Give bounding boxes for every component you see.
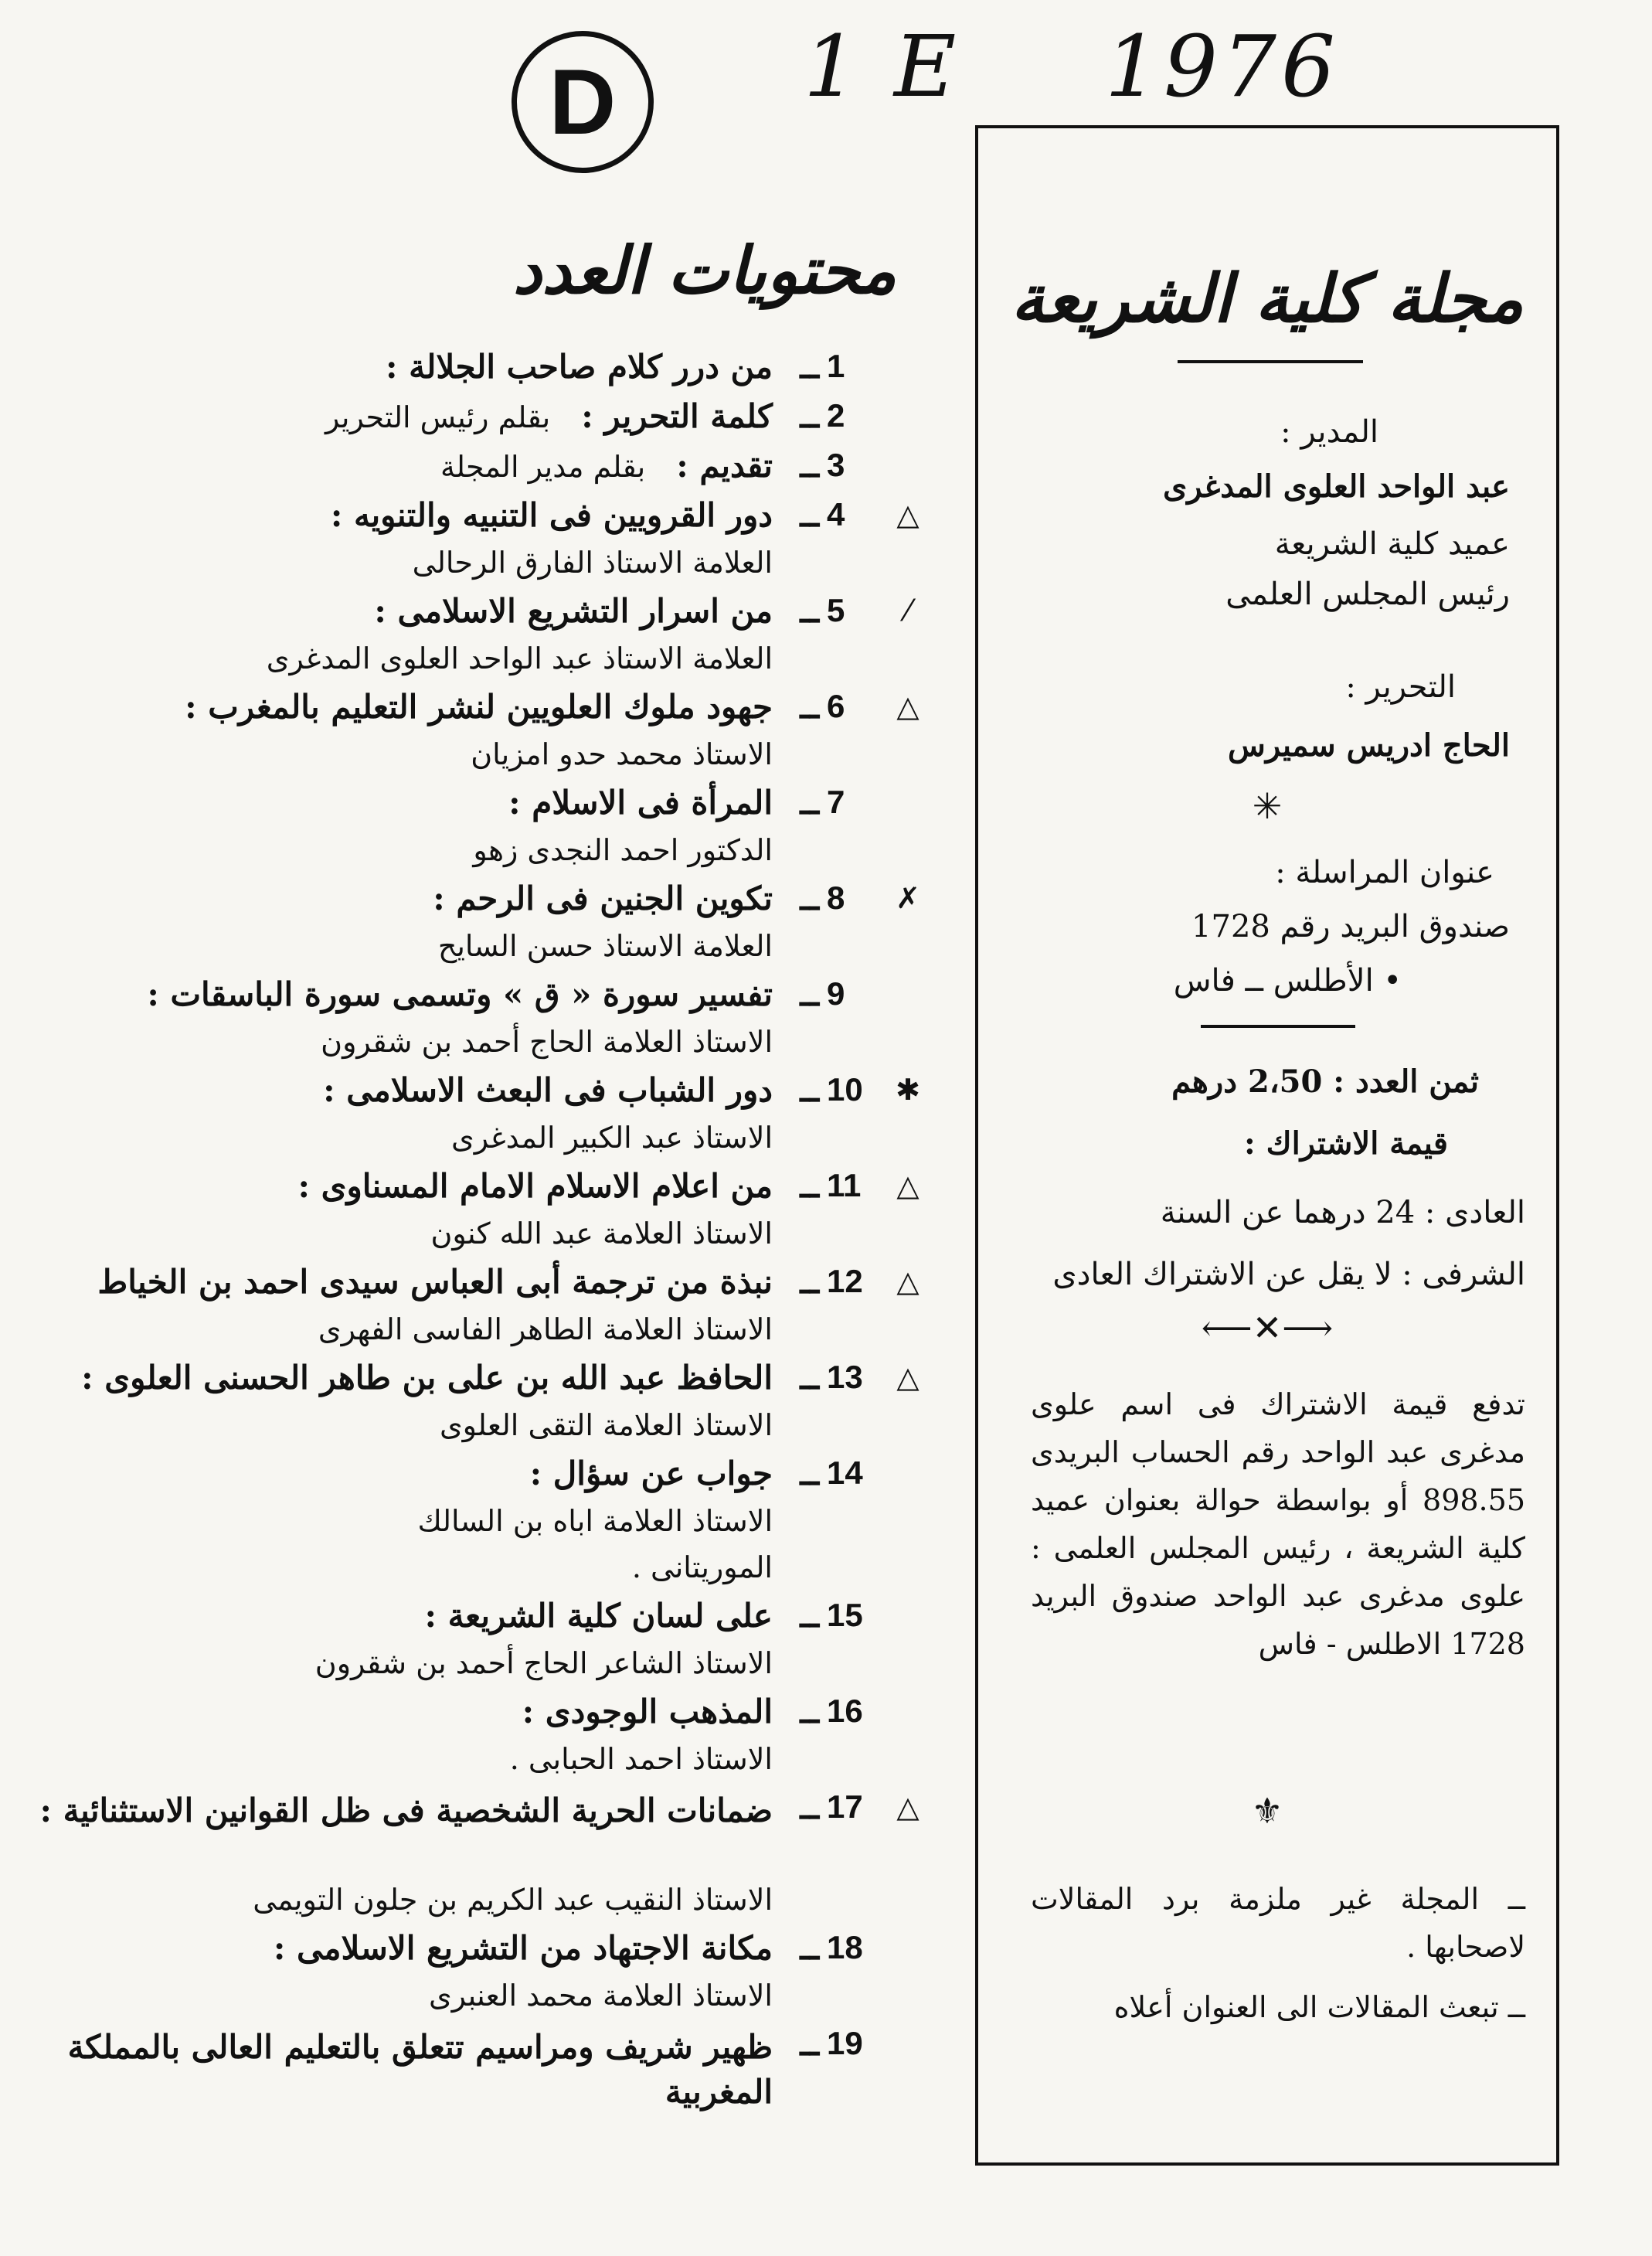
- toc-author-line: [31, 1504, 927, 1550]
- toc-title-text: نبذة من ترجمة أبى العباس سيدى احمد بن الخياط: [97, 1263, 773, 1301]
- toc-author: الدكتور احمد النجدى زهو: [473, 833, 773, 867]
- toc-entry: [31, 447, 927, 496]
- toc-entry-head: [31, 1263, 927, 1312]
- toc-number: 19: [827, 2025, 863, 2061]
- margin-mark-icon: ✱: [896, 1073, 920, 1107]
- toc-entry-head: [31, 688, 927, 737]
- toc-title-text: من درر كلام صاحب الجلالة :: [385, 348, 773, 386]
- toc-entry: [31, 1597, 927, 1693]
- toc-dash: ــ: [800, 496, 819, 534]
- subscription-label: قيمة الاشتراك :: [1243, 1125, 1448, 1162]
- toc-entry-head: [31, 1455, 927, 1504]
- toc-entry-head: [31, 975, 927, 1025]
- subscription-regular: العادى : 24 درهما عن السنة: [1160, 1195, 1525, 1230]
- toc-dash: ــ: [800, 975, 819, 1013]
- toc-author-line: [31, 737, 927, 784]
- toc-title-text: تكوين الجنين فى الرحم :: [433, 880, 773, 917]
- toc-dash: ــ: [800, 1167, 819, 1205]
- toc-number: 4: [827, 496, 845, 533]
- toc-author: الاستاذ العلامة محمد العنبرى: [428, 1979, 773, 2013]
- toc-entry: [31, 348, 927, 397]
- toc-author-line: [31, 1025, 927, 1071]
- toc-title-text: من اسرار التشريع الاسلامى :: [374, 592, 773, 630]
- toc-title: [433, 880, 773, 917]
- toc-dash: ــ: [800, 1455, 819, 1492]
- star-ornament: ✳: [1252, 785, 1283, 827]
- toc-entry: [31, 1071, 927, 1167]
- director-label: المدير :: [1280, 414, 1378, 450]
- toc-number: 1: [827, 348, 845, 384]
- toc-number: 7: [827, 784, 845, 820]
- toc-title: [374, 592, 773, 630]
- toc-dash: ــ: [800, 1071, 819, 1109]
- toc-author: العلامة الاستاذ حسن السايح: [437, 929, 773, 963]
- toc-author: الاستاذ احمد الحبابى .: [509, 1742, 773, 1776]
- divider: [1178, 360, 1363, 363]
- toc-entry: [31, 784, 927, 880]
- toc-dash: ــ: [800, 1263, 819, 1301]
- toc-author-line: [31, 546, 927, 592]
- toc-entry-head: [31, 1693, 927, 1742]
- toc-number: 6: [827, 688, 845, 724]
- toc-title-text: على لسان كلية الشريعة :: [424, 1597, 773, 1635]
- toc-title-text: تفسير سورة « ق » وتسمى سورة الباسقات :: [147, 975, 773, 1013]
- contents-heading: محتويات العدد: [512, 232, 896, 308]
- toc-title-text: جهود ملوك العلويين لنشر التعليم بالمغرب :: [185, 688, 773, 726]
- toc-author-line: [31, 1216, 927, 1263]
- toc-entry-head: [31, 1167, 927, 1216]
- toc-entry-head: [31, 2025, 927, 2119]
- toc-byline: بقلم مدير المجلة: [440, 450, 646, 484]
- toc-dash: ــ: [800, 348, 819, 386]
- toc-author-line: [31, 1883, 927, 1929]
- toc-number: 15: [827, 1597, 863, 1633]
- toc-author: الاستاذ النقيب عبد الكريم بن جلون التويمى: [253, 1883, 773, 1917]
- margin-mark-icon: △: [896, 1169, 919, 1203]
- toc-title-text: جواب عن سؤال :: [529, 1455, 773, 1492]
- note-articles-not-returned: ــ المجلة غير ملزمة برد المقالات لاصحابها .: [1031, 1882, 1525, 1964]
- toc-title-text: دور الشباب فى البعث الاسلامى :: [323, 1071, 773, 1109]
- toc-list: [31, 348, 927, 2119]
- toc-entry-head: [31, 496, 927, 546]
- toc-title-text: الحافظ عبد الله بن على بن طاهر الحسنى العلوى :: [81, 1359, 773, 1397]
- toc-title: [274, 1929, 773, 1967]
- toc-title: [325, 397, 773, 435]
- toc-entry: [31, 1929, 927, 2025]
- director-name: عبد الواحد العلوى المدغرى: [1162, 468, 1510, 505]
- toc-author: الاستاذ العلامة الطاهر الفاسى الفهرى: [318, 1312, 773, 1346]
- toc-author-line: [31, 641, 927, 688]
- toc-dash: ــ: [800, 784, 819, 822]
- toc-entry: [31, 880, 927, 975]
- toc-author: الاستاذ العلامة الحاج أحمد بن شقرون: [321, 1025, 773, 1059]
- toc-entry: [31, 1788, 927, 1929]
- toc-entry: [31, 496, 927, 592]
- toc-number: 18: [827, 1929, 863, 1965]
- toc-title-text: المرأة فى الاسلام :: [508, 784, 773, 822]
- toc-dash: ــ: [800, 880, 819, 917]
- toc-author: الاستاذ العلامة التقى العلوى: [439, 1408, 773, 1442]
- toc-byline: بقلم رئيس التحرير: [325, 400, 551, 434]
- toc-entry-head: [31, 348, 927, 397]
- toc-author-line: [31, 929, 927, 975]
- toc-title: [31, 1788, 773, 1833]
- toc-author-line: [31, 1646, 927, 1693]
- toc-dash: ــ: [800, 1693, 819, 1730]
- toc-entry: [31, 1263, 927, 1359]
- toc-number: 12: [827, 1263, 863, 1299]
- toc-author-line: [31, 1121, 927, 1167]
- toc-title-text: مكانة الاجتهاد من التشريع الاسلامى :: [273, 1929, 773, 1967]
- toc-dash: ــ: [800, 1359, 819, 1397]
- toc-title-text: من اعلام الاسلام الامام المسناوى :: [297, 1167, 773, 1205]
- toc-author-line: [31, 1550, 927, 1597]
- toc-entry: [31, 1693, 927, 1788]
- toc-author-line: [31, 1312, 927, 1359]
- toc-entry-head: [31, 784, 927, 833]
- toc-author: الاستاذ محمد حدو امزيان: [471, 737, 773, 771]
- margin-mark-icon: ⁄: [905, 594, 911, 628]
- margin-mark-icon: △: [896, 689, 919, 723]
- toc-title: [331, 496, 773, 534]
- toc-author-line: [31, 833, 927, 880]
- toc-author-line: [31, 1979, 927, 2025]
- toc-title-text: كلمة التحرير :: [581, 397, 773, 435]
- toc-title: [522, 1693, 773, 1730]
- divider: [1201, 1025, 1355, 1028]
- toc-number: 16: [827, 1693, 863, 1729]
- subscription-honorary: الشرفى : لا يقل عن الاشتراك العادى: [1052, 1257, 1525, 1292]
- toc-author: الموريتانى .: [631, 1550, 773, 1584]
- stamp-d: [512, 31, 654, 173]
- director-role-council: رئيس المجلس العلمى: [1225, 577, 1510, 612]
- toc-author-line: [31, 1408, 927, 1455]
- toc-entry: [31, 2025, 927, 2119]
- toc-title: [81, 1359, 773, 1397]
- address-po-box: صندوق البريد رقم 1728: [1191, 909, 1510, 944]
- toc-number: 8: [827, 880, 845, 916]
- toc-dash: ــ: [800, 1788, 819, 1826]
- toc-entry: [31, 1455, 927, 1597]
- margin-mark-icon: △: [896, 498, 919, 532]
- toc-number: 14: [827, 1455, 863, 1491]
- payment-instructions: تدفع قيمة الاشتراك فى اسم علوى مدغرى عبد الواحد رقم الحساب البريدى 898.55 أو بواسطة حوالة بعنوان عميد كلية الشريعة ، رئيس المجلس العلمى : علوى مدغرى عبد الواحد صندوق البريد 1728 الاطلس - فاس: [1031, 1387, 1525, 1661]
- masthead-box: [975, 125, 1559, 2166]
- toc-number: 13: [827, 1359, 863, 1395]
- fleur-ornament: ⚜: [1251, 1790, 1283, 1832]
- toc-dash: ــ: [800, 447, 819, 485]
- toc-entry-head: [31, 1071, 927, 1121]
- margin-mark-icon: ✗: [896, 881, 920, 915]
- toc-number: 10: [827, 1071, 863, 1108]
- toc-number: 2: [827, 397, 845, 434]
- margin-mark-icon: △: [896, 1790, 919, 1824]
- toc-entry-head: [31, 1929, 927, 1979]
- toc-title-text: المذهب الوجودى :: [522, 1693, 773, 1730]
- address-label: عنوان المراسلة :: [1275, 855, 1494, 890]
- note-send-articles: ــ تبعث المقالات الى العنوان أعلاه: [1113, 1990, 1525, 2024]
- toc-entry: [31, 975, 927, 1071]
- toc-dash: ــ: [800, 592, 819, 630]
- toc-title: [323, 1071, 773, 1109]
- toc-entry-head: [31, 397, 927, 447]
- toc-author-line: [31, 1742, 927, 1788]
- handwritten-issue-number: 1 E: [804, 17, 961, 116]
- toc-title: [147, 975, 773, 1013]
- margin-mark-icon: △: [896, 1264, 919, 1298]
- arrow-ornament: ⟶✕⟵: [1201, 1307, 1334, 1349]
- handwritten-year: 1976: [1105, 17, 1340, 116]
- toc-entry: [31, 688, 927, 784]
- toc-title-text: ضمانات الحرية الشخصية فى ظل القوانين الاستثنائية :: [39, 1792, 773, 1829]
- stamp-letter: D: [549, 50, 617, 154]
- toc-dash: ــ: [800, 688, 819, 726]
- toc-entry: [31, 592, 927, 688]
- toc-entry-head: [31, 447, 927, 496]
- toc-entry-head: [31, 1597, 927, 1646]
- toc-author: الاستاذ العلامة اباه بن السالك: [417, 1504, 773, 1538]
- toc-number: 11: [827, 1167, 862, 1203]
- toc-entry-head: [31, 1359, 927, 1408]
- toc-entry-head: [31, 592, 927, 641]
- toc-author: العلامة الاستاذ عبد الواحد العلوى المدغرى: [266, 641, 773, 675]
- toc-title: [97, 1263, 773, 1301]
- address-city: • الأطلس ــ فاس: [1173, 963, 1402, 999]
- toc-dash: ــ: [800, 2025, 819, 2063]
- toc-number: 3: [827, 447, 845, 483]
- toc-author: العلامة الاستاذ الفارق الرحالى: [412, 546, 773, 580]
- toc-author: الاستاذ الشاعر الحاج أحمد بن شقرون: [314, 1646, 773, 1680]
- toc-title-text: تقديم :: [676, 447, 773, 485]
- toc-entry-head: [31, 1788, 927, 1883]
- toc-entry: [31, 397, 927, 447]
- toc-author: الاستاذ العلامة عبد الله كنون: [430, 1216, 773, 1250]
- toc-author: الاستاذ عبد الكبير المدغرى: [450, 1121, 773, 1155]
- margin-mark-icon: △: [896, 1360, 919, 1394]
- toc-title: [386, 348, 773, 386]
- toc-dash: ــ: [800, 1597, 819, 1635]
- toc-number: 17: [827, 1788, 863, 1825]
- toc-title: [508, 784, 773, 822]
- toc-title-text: دور القرويين فى التنبيه والتنويه :: [330, 496, 773, 534]
- toc-title-text: ظهير شريف ومراسيم تتعلق بالتعليم العالى بالمملكة المغربية: [67, 2028, 773, 2111]
- toc-number: 9: [827, 975, 845, 1012]
- toc-title: [530, 1455, 773, 1492]
- issue-price: ثمن العدد : 2،50 درهم: [1171, 1063, 1479, 1100]
- editor-label: التحرير :: [1345, 669, 1456, 705]
- journal-title: مجلة كلية الشريعة: [1011, 260, 1524, 338]
- toc-number: 5: [827, 592, 845, 628]
- toc-dash: ــ: [800, 397, 819, 435]
- toc-dash: ــ: [800, 1929, 819, 1967]
- toc-entry-head: [31, 880, 927, 929]
- toc-title: [440, 447, 773, 485]
- editor-name: الحاج ادريس سميرس: [1228, 727, 1510, 764]
- toc-title: [31, 2025, 773, 2115]
- toc-entry: [31, 1167, 927, 1263]
- toc-title: [297, 1167, 773, 1205]
- toc-entry: [31, 1359, 927, 1455]
- director-role-dean: عميد كلية الشريعة: [1274, 526, 1510, 562]
- toc-title: [185, 688, 773, 726]
- toc-title: [424, 1597, 773, 1635]
